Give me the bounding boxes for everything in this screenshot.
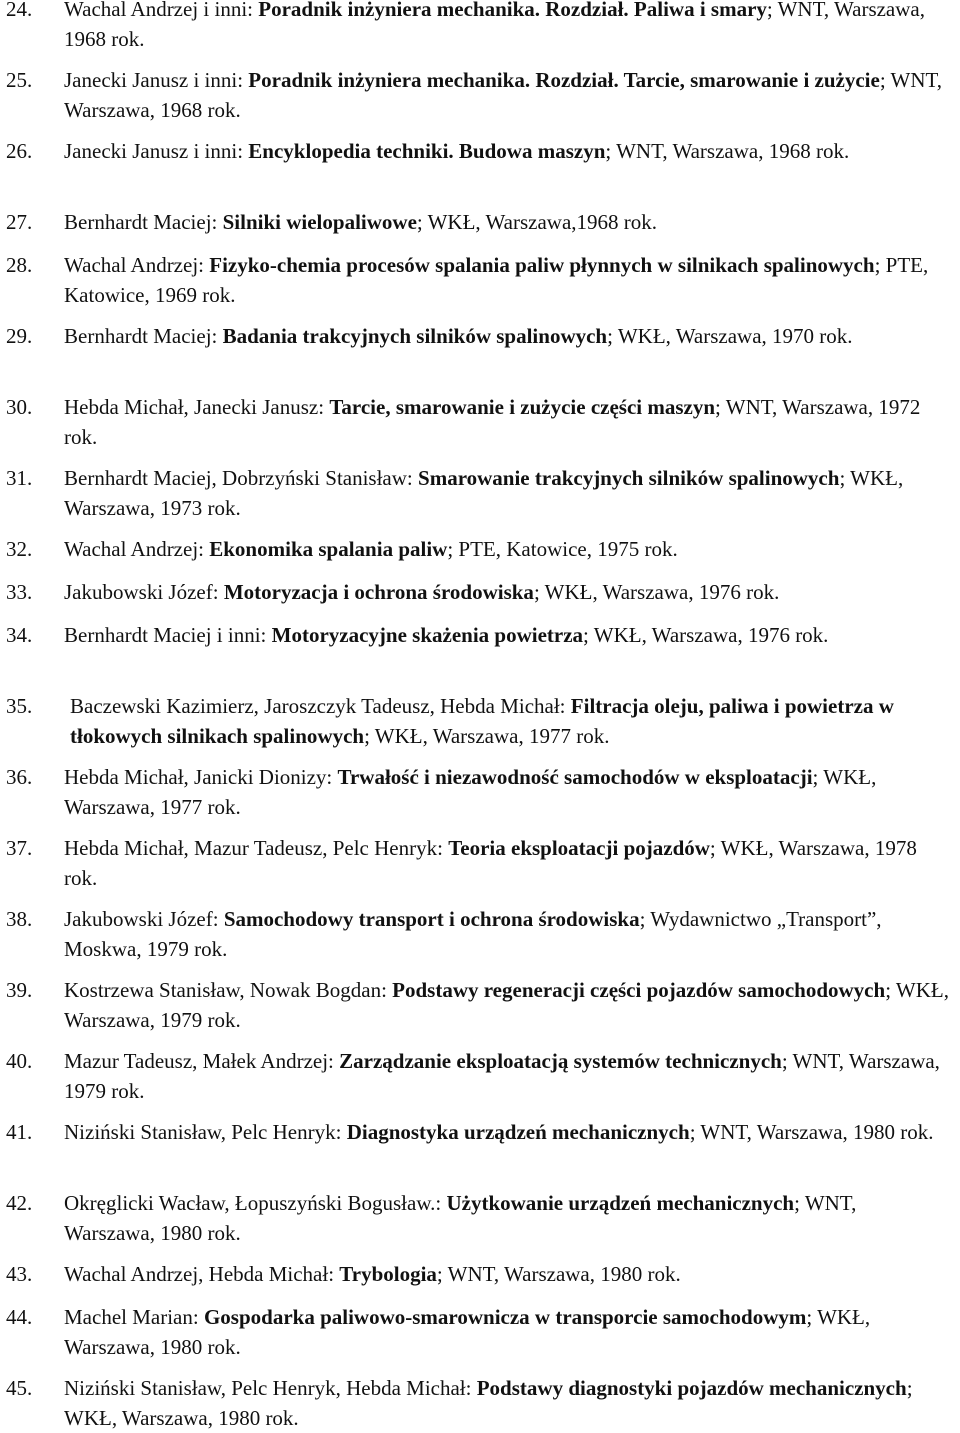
list-item (6, 136, 951, 166)
entry-number: 39. (6, 978, 33, 1002)
entry-authors: Kostrzewa Stanisław, Nowak Bogdan: (64, 978, 393, 1002)
entry-authors: Okręglicki Wacław, Łopuszyński Bogusław.: (64, 1191, 447, 1215)
entry-authors: Bernhardt Maciej, Dobrzyński Stanisław: (64, 466, 419, 490)
entry-text (64, 691, 951, 751)
entry-title: Silniki wielopaliwowe (222, 210, 417, 234)
entry-authors: Janecki Janusz i inni: (64, 68, 249, 92)
entry-title: Samochodowy transport i ochrona środowiska (223, 907, 640, 931)
entry-text (64, 207, 951, 237)
entry-text (64, 620, 951, 650)
entry-authors: Hebda Michał, Mazur Tadeusz, Pelc Henryk: (64, 836, 449, 860)
list-item (6, 1117, 951, 1147)
entry-publisher: ; WNT, Warszawa, 1968 rok. (605, 139, 850, 163)
entry-number: 27. (6, 210, 33, 234)
entry-text (64, 534, 951, 564)
entry-publisher: ; WKŁ, Warszawa, 1970 rok. (607, 324, 853, 348)
entry-title: Zarządzanie eksploatacją systemów technicznych (339, 1049, 782, 1073)
entry-text (64, 1188, 951, 1248)
entry-publisher: ; PTE, Katowice, 1975 rok. (447, 537, 678, 561)
entry-number: 29. (6, 324, 33, 348)
entry-publisher: ; Wydawnictwo „Transport”, Moskwa, 1979 rok. (64, 907, 882, 961)
entry-publisher: ; WNT, Warszawa, 1968 rok. (64, 68, 943, 122)
entry-title: Ekonomika spalania paliw (209, 537, 448, 561)
entry-title: Motoryzacja i ochrona środowiska (223, 580, 534, 604)
entry-authors: Janecki Janusz i inni: (64, 139, 249, 163)
entry-authors: Bernhardt Maciej: (64, 324, 223, 348)
entry-authors: Wachal Andrzej i inni: (64, 0, 259, 21)
entry-publisher: ; WKŁ, Warszawa, 1976 rok. (583, 623, 829, 647)
entry-authors: Machel Marian: (64, 1305, 204, 1329)
list-item (6, 1302, 951, 1362)
entry-authors: Hebda Michał, Janicki Dionizy: (64, 765, 338, 789)
entry-title: Badania trakcyjnych silników spalinowych (222, 324, 608, 348)
entry-number: 35. (6, 694, 33, 718)
entry-publisher: ; WKŁ, Warszawa, 1976 rok. (533, 580, 780, 604)
entry-number: 45. (6, 1376, 33, 1400)
entry-publisher: ; WKŁ, Warszawa, 1980 rok. (64, 1376, 913, 1430)
list-item (6, 321, 951, 351)
entry-text (64, 250, 951, 310)
entry-title: Gospodarka paliwowo-smarownicza w transporcie samochodowym (203, 1305, 807, 1329)
entry-authors: Mazur Tadeusz, Małek Andrzej: (64, 1049, 340, 1073)
entry-text (64, 833, 951, 893)
entry-number: 25. (6, 68, 33, 92)
entry-title: Filtracja oleju, paliwa i powietrza w tłokowych silnikach spalinowych (70, 694, 894, 748)
entry-title: Fizyko-chemia procesów spalania paliw płynnych w silnikach spalinowych (209, 253, 875, 277)
entry-number: 44. (6, 1305, 33, 1329)
entry-number: 36. (6, 765, 33, 789)
list-item (6, 691, 951, 751)
entry-authors: Wachal Andrzej: (64, 253, 210, 277)
entry-number: 28. (6, 253, 33, 277)
entry-authors: Jakubowski Józef: (64, 580, 224, 604)
entry-title: Poradnik inżyniera mechanika. Rozdział. Paliwa i smary (258, 0, 767, 21)
entry-number: 38. (6, 907, 33, 931)
entry-text (64, 1117, 951, 1147)
entry-authors: Bernhardt Maciej i inni: (64, 623, 272, 647)
entry-publisher: ; WKŁ, Warszawa, 1977 rok. (364, 724, 610, 748)
entry-publisher: ; WNT, Warszawa, 1980 rok. (689, 1120, 934, 1144)
entry-number: 26. (6, 139, 33, 163)
entry-text (64, 463, 951, 523)
entry-publisher: ; WNT, Warszawa, 1968 rok. (64, 0, 925, 51)
entry-number: 37. (6, 836, 33, 860)
entry-title: Poradnik inżyniera mechanika. Rozdział. Tarcie, smarowanie i zużycie (248, 68, 880, 92)
entry-title: Smarowanie trakcyjnych silników spalinowych (418, 466, 840, 490)
entry-publisher: ; WKŁ, Warszawa, 1979 rok. (64, 978, 949, 1032)
entry-text (64, 1302, 951, 1362)
list-item (6, 1046, 951, 1106)
entry-title: Trwałość i niezawodność samochodów w eksploatacji (337, 765, 813, 789)
entry-number: 24. (6, 0, 33, 21)
entry-publisher: ; WKŁ, Warszawa, 1973 rok. (64, 466, 904, 520)
list-item (6, 0, 951, 54)
list-item (6, 534, 951, 564)
list-item (6, 65, 951, 125)
entry-title: Tarcie, smarowanie i zużycie części maszyn (329, 395, 716, 419)
list-item (6, 1373, 951, 1433)
entry-title: Podstawy regeneracji części pojazdów samochodowych (392, 978, 886, 1002)
entry-number: 33. (6, 580, 33, 604)
entry-text (64, 1373, 951, 1433)
list-item (6, 975, 951, 1035)
entry-title: Motoryzacyjne skażenia powietrza (271, 623, 584, 647)
entry-title: Podstawy diagnostyki pojazdów mechanicznych (476, 1376, 907, 1400)
entry-number: 31. (6, 466, 33, 490)
entry-text (64, 392, 951, 452)
list-item (6, 392, 951, 452)
entry-authors: Niziński Stanisław, Pelc Henryk: (64, 1120, 347, 1144)
entry-text (64, 1046, 951, 1106)
entry-authors: Niziński Stanisław, Pelc Henryk, Hebda Michał: (64, 1376, 477, 1400)
entry-title: Diagnostyka urządzeń mechanicznych (346, 1120, 690, 1144)
entry-number: 41. (6, 1120, 33, 1144)
entry-number: 32. (6, 537, 33, 561)
list-item (6, 250, 951, 310)
list-item (6, 1188, 951, 1248)
list-item (6, 463, 951, 523)
entry-publisher: ; PTE, Katowice, 1969 rok. (64, 253, 929, 307)
entry-authors: Wachal Andrzej: (64, 537, 210, 561)
entry-publisher: ; WKŁ, Warszawa, 1980 rok. (64, 1305, 871, 1359)
entry-publisher: ; WNT, Warszawa, 1979 rok. (64, 1049, 940, 1103)
entry-text (64, 0, 951, 54)
list-item (6, 577, 951, 607)
entry-text (64, 577, 951, 607)
entry-number: 34. (6, 623, 33, 647)
entry-text (64, 762, 951, 822)
entry-text (64, 65, 951, 125)
list-item (6, 904, 951, 964)
entry-title: Trybologia (339, 1262, 437, 1286)
entry-text (64, 321, 951, 351)
entry-publisher: ; WNT, Warszawa, 1980 rok. (436, 1262, 681, 1286)
entry-title: Użytkowanie urządzeń mechanicznych (446, 1191, 795, 1215)
entry-publisher: ; WKŁ, Warszawa,1968 rok. (416, 210, 658, 234)
list-item (6, 1259, 951, 1289)
entry-number: 40. (6, 1049, 33, 1073)
entry-number: 30. (6, 395, 33, 419)
list-item (6, 833, 951, 893)
entry-publisher: ; WNT, Warszawa, 1980 rok. (64, 1191, 857, 1245)
entry-publisher: ; WKŁ, Warszawa, 1977 rok. (64, 765, 877, 819)
entry-authors: Baczewski Kazimierz, Jaroszczyk Tadeusz, Hebda Michał: (70, 694, 571, 718)
list-item (6, 207, 951, 237)
list-item (6, 762, 951, 822)
entry-text (64, 136, 951, 166)
entry-authors: Jakubowski Józef: (64, 907, 224, 931)
entry-authors: Wachal Andrzej, Hebda Michał: (64, 1262, 340, 1286)
entry-text (64, 1259, 951, 1289)
entry-authors: Bernhardt Maciej: (64, 210, 223, 234)
entry-number: 42. (6, 1191, 33, 1215)
entry-title: Teoria eksploatacji pojazdów (448, 836, 710, 860)
entry-publisher: ; WNT, Warszawa, 1972 rok. (64, 395, 921, 449)
entry-text (64, 975, 951, 1035)
entry-text (64, 904, 951, 964)
list-item (6, 620, 951, 650)
entry-number: 43. (6, 1262, 33, 1286)
entry-title: Encyklopedia techniki. Budowa maszyn (248, 139, 606, 163)
entry-authors: Hebda Michał, Janecki Janusz: (64, 395, 330, 419)
entry-publisher: ; WKŁ, Warszawa, 1978 rok. (64, 836, 917, 890)
